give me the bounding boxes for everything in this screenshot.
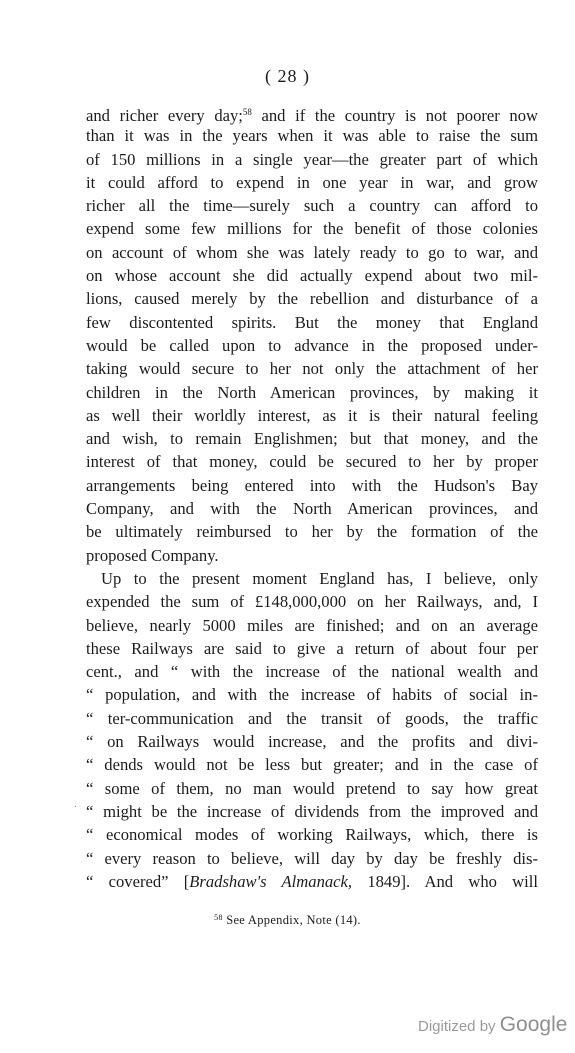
text-line: believe, nearly 5000 miles are finished; and on an average (86, 615, 538, 635)
text-line: arrangements being entered into with the Hudson's Bay (86, 475, 538, 495)
text-segment: “ covered” [ (86, 871, 190, 891)
text-line: lions, caused merely by the rebellion and disturbance of a (86, 289, 538, 309)
text-line: “ every reason to believe, will day by day be freshly dis- (86, 848, 538, 868)
text-line: would be called upon to advance in the proposed under- (86, 335, 538, 355)
body-text (86, 101, 538, 893)
google-logo-text: Google (499, 1013, 568, 1036)
digitized-watermark (418, 1013, 567, 1037)
text-line: it could afford to expend in one year in war, and grow (86, 172, 538, 192)
text-line: of 150 millions in a single year—the greater part of which (86, 149, 538, 169)
text-line: Company, and with the North American provinces, and (86, 499, 538, 519)
page-number: ( 28 ) (265, 66, 310, 86)
text-line: “ on Railways would increase, and the profits and divi- (86, 732, 538, 752)
footnote-text: See Appendix, Note (14). (222, 913, 361, 927)
text-line: proposed Company. (86, 545, 219, 565)
footnote-reference: 58 (242, 107, 252, 117)
text-segment: and if the country is not poorer now (251, 106, 538, 125)
text-line: on account of whom she was lately ready to go to war, and (86, 242, 538, 262)
text-line: “ population, and with the increase of habits of social in- (86, 685, 538, 705)
margin-mark: . (74, 796, 77, 810)
text-segment: 1849]. And who will (352, 871, 538, 891)
footnote-number: 58 (214, 913, 223, 922)
text-line: children in the North American provinces, by making it (86, 382, 538, 402)
text-line: these Railways are said to give a return of about four per (86, 638, 538, 658)
watermark-prefix: Digitized by (418, 1018, 500, 1035)
footnote (0, 913, 575, 928)
text-line: “ dends would not be less but greater; and in the case of (86, 755, 538, 775)
citation-title: Bradshaw's Almanack, (189, 871, 353, 891)
text-line: than it was in the years when it was able to raise the sum (86, 126, 538, 146)
text-line: “ economical modes of working Railways, which, there is (86, 825, 538, 845)
text-line: on whose account she did actually expend about two mil- (86, 266, 538, 286)
text-segment: and richer every day; (86, 106, 243, 125)
text-line: “ might be the increase of dividends from the improved and (86, 801, 538, 821)
text-line: be ultimately reimbursed to her by the formation of the (86, 522, 538, 542)
text-line: expend some few millions for the benefit of those colonies (86, 219, 538, 239)
text-line: and wish, to remain Englishmen; but that money, and the (86, 429, 538, 449)
text-line: “ some of them, no man would pretend to say how great (86, 778, 538, 798)
text-line: cent., and “ with the increase of the national wealth and (86, 662, 538, 682)
text-line (86, 870, 538, 893)
text-line: Up to the present moment England has, I believe, only (101, 568, 538, 588)
text-line: “ ter-communication and the transit of goods, the traffic (86, 708, 538, 728)
text-line: richer all the time—surely such a country can afford to (86, 196, 538, 216)
text-line: few discontented spirits. But the money that England (86, 312, 538, 332)
text-line: expended the sum of £148,000,000 on her Railways, and, I (86, 592, 538, 612)
text-line (86, 101, 538, 124)
text-line: interest of that money, could be secured to her by proper (86, 452, 538, 472)
text-line: as well their worldly interest, as it is their natural feeling (86, 405, 538, 425)
text-line: taking would secure to her not only the attachment of her (86, 359, 538, 379)
